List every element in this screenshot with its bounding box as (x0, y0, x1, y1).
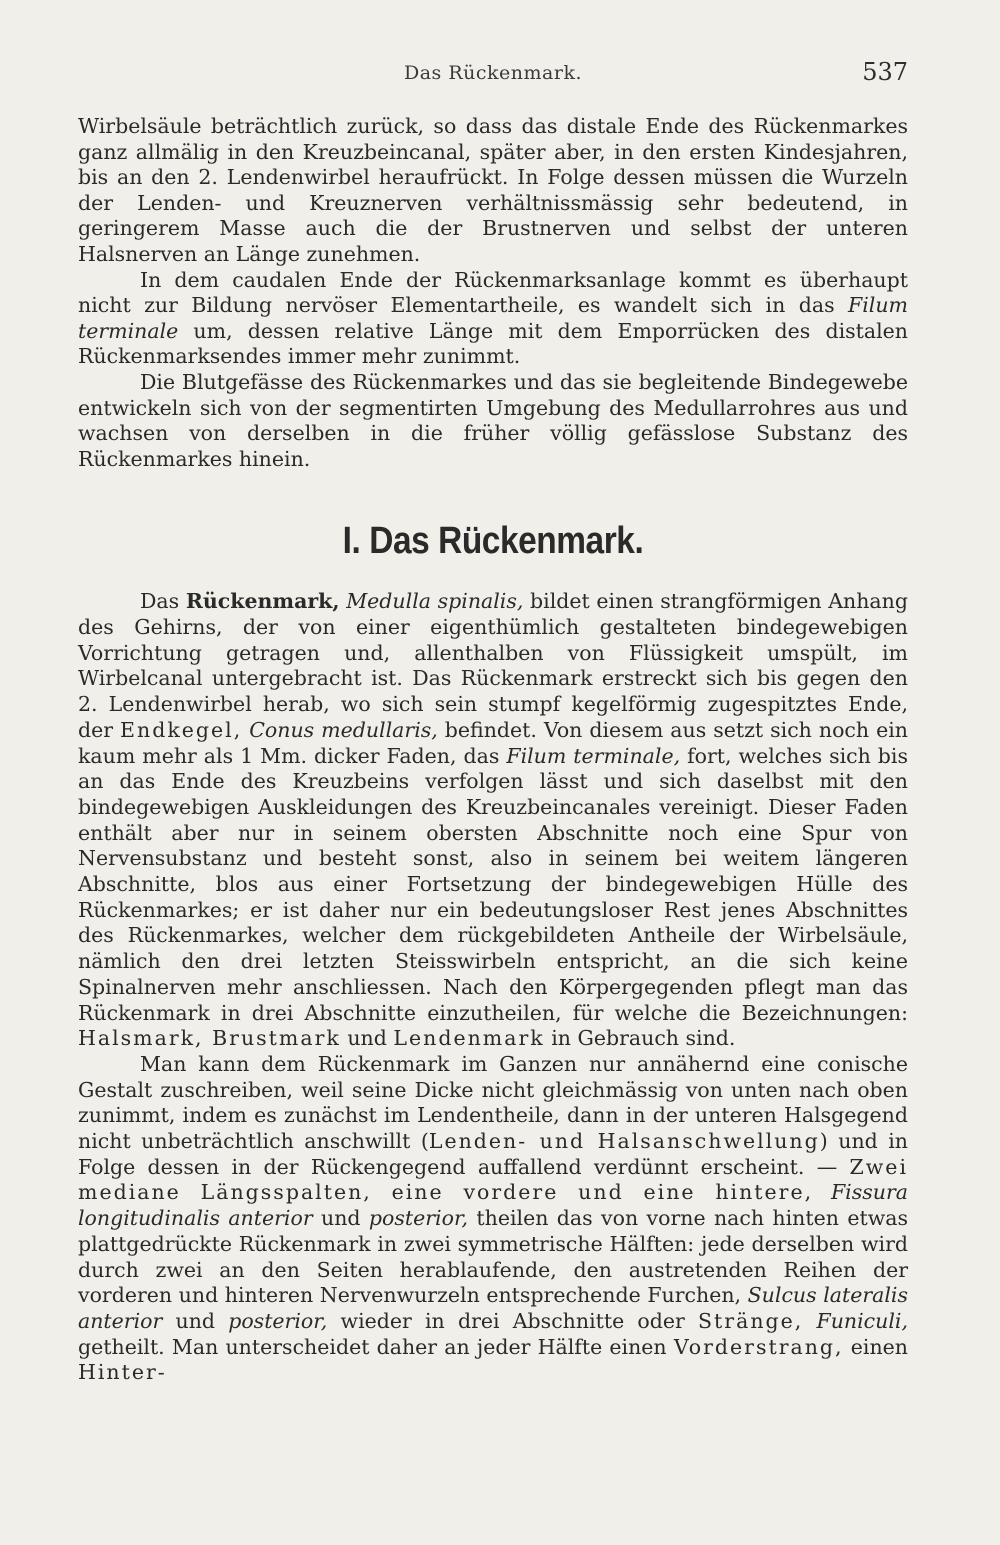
term-spaced: Vorderstrang, (673, 1334, 844, 1359)
text: ) und in Folge dessen in der Rückengegend auffallend verdünnt erscheint. — (78, 1129, 908, 1179)
text: wieder in drei Abschnitte oder (327, 1309, 699, 1333)
text: In dem caudalen Ende der Rückenmarksanlage kommt es überhaupt nicht zur Bildung nervöser Elementartheile, es wandelt sich in das (78, 267, 908, 318)
paragraph: Wirbelsäule beträchtlich zurück, so dass das distale Ende des Rückenmarkes ganz allmälig in den Kreuzbeincanal, später aber, in den ersten Kindesjahren, bis an den 2. Lendenwirbel heraufrückt. In Folge dessen müssen die Wurzeln der Lenden- und Kreuznerven verhältnissmässig sehr bedeutend, in geringerem Masse auch die der Brustnerven und selbst der unteren Halsnerven an Länge zunehmen. (78, 114, 908, 266)
text: getheilt. Man unterscheidet daher an jeder Hälfte einen (78, 1334, 674, 1359)
text: Man kann dem Rückenmark im Ganzen nur annähernd eine conische Gestalt zuschreiben, weil seine Dicke nicht gleichmässig von unten nach oben zunimmt, indem es zunächst im Lendentheile, dann in der unteren Halsgegend nicht unbeträchtlich anschwillt ( (78, 1051, 908, 1154)
text: Das (140, 589, 186, 614)
text: fort, welches sich bis an das Ende des Kreuzbeins verfolgen lässt und sich daselbst mit den bindegewebigen Auskleidungen des Kreuzbeincanales vereinigt. Dieser Faden enthält aber nur in seinem obersten Abschnitte noch eine Spur von Nervensubstanz und besteht sonst, also in seinem bei weitem längeren Abschnitte, blos aus einer Fortsetzung der bindegewebigen Hülle des Rückenmarkes; er ist daher nur ein bedeutungsloser Rest jenes Abschnittes des Rückenmarkes, welcher dem rückgebildeten Antheile der Wirbelsäule, nämlich den drei letzten Steisswirbeln entspricht, an die sich keine Spinalnerven mehr anschliessen. Nach den Körpergegenden pflegt man das Rückenmark in drei Abschnitte einzutheilen, für welche die Bezeichnungen: (78, 743, 908, 1025)
text: um, dessen relative Länge mit dem Emporrücken des distalen Rückenmarksendes immer mehr zunimmt. (78, 318, 908, 369)
term-spaced: Lenden- und Halsanschwellung (428, 1129, 820, 1154)
text (813, 1180, 831, 1204)
term-spaced: Hinter- (78, 1360, 167, 1385)
text: befindet. Von diesem aus setzt sich noch ein kaum mehr als 1 Mm. dicker Faden, das (78, 717, 908, 768)
term-spaced: Endkegel, (120, 717, 243, 742)
text: einen (843, 1334, 908, 1359)
paragraph (78, 589, 908, 1052)
paragraph (78, 1052, 908, 1386)
text: theilen das von vorne nach hinten etwas plattgedrückte Rückenmark in zwei symmetrische Hälften: jede derselben wird durch zwei an den Seiten herablaufende, den austretenden Reihen der vorderen und hinteren Nervenwurzeln entsprechende Furchen, (78, 1206, 908, 1308)
term-latin: posterior, (228, 1309, 328, 1333)
page-number: 537 (862, 58, 908, 86)
text: und (312, 1206, 369, 1231)
term-latin: Fissura longitudinalis anterior (78, 1180, 908, 1231)
term-latin: Sulcus lateralis anterior (78, 1283, 909, 1333)
term-latin: Conus medullaris, (249, 717, 438, 742)
section-body (78, 589, 908, 1386)
intro-section (78, 114, 908, 472)
page-body (78, 114, 908, 1386)
term-spaced: Halsmark, Brustmark (78, 1026, 341, 1051)
term-bold: Rückenmark, (185, 589, 340, 614)
term-latin: Funiculi, (816, 1309, 908, 1333)
paragraph (78, 268, 908, 370)
text: und (340, 1026, 394, 1051)
text: bildet einen strangförmigen Anhang des Gehirns, der von einer eigenthümlich gestalteten bindegewebigen Vorrichtung getragen und, allenthalben von Flüssigkeit umspült, im Wirbelcanal untergebracht ist. Das Rückenmark erstreckt sich bis gegen den 2. Lendenwirbel herab, wo sich sein stumpf kegelförmig zugespitztes Ende, der (78, 589, 908, 742)
paragraph: Die Blutgefässe des Rückenmarkes und das sie begleitende Bindegewebe entwickeln sich von der segmentirten Umgebung des Medullarrohres aus und wachsen von derselben in die früher völlig gefässlose Substanz des Rückenmarkes hinein. (78, 369, 908, 471)
running-header (78, 58, 908, 94)
term-spaced: Stränge, (698, 1309, 804, 1333)
running-title: Das Rückenmark. (403, 62, 582, 84)
term-latin: Filum terminale, (506, 743, 681, 768)
text (803, 1309, 816, 1333)
term-latin: Medulla spinalis, (346, 589, 524, 614)
term-filum-terminale: Filum terminale (78, 293, 908, 343)
text: in Gebrauch sind. (544, 1026, 736, 1051)
text: und (162, 1309, 229, 1333)
term-spaced: Lendenmark (393, 1026, 545, 1051)
term-spaced: Zwei mediane Längsspalten, eine vordere und eine hintere, (78, 1154, 908, 1205)
term-latin: posterior, (368, 1206, 469, 1231)
section-heading: I. Das Rückenmark. (342, 520, 644, 563)
